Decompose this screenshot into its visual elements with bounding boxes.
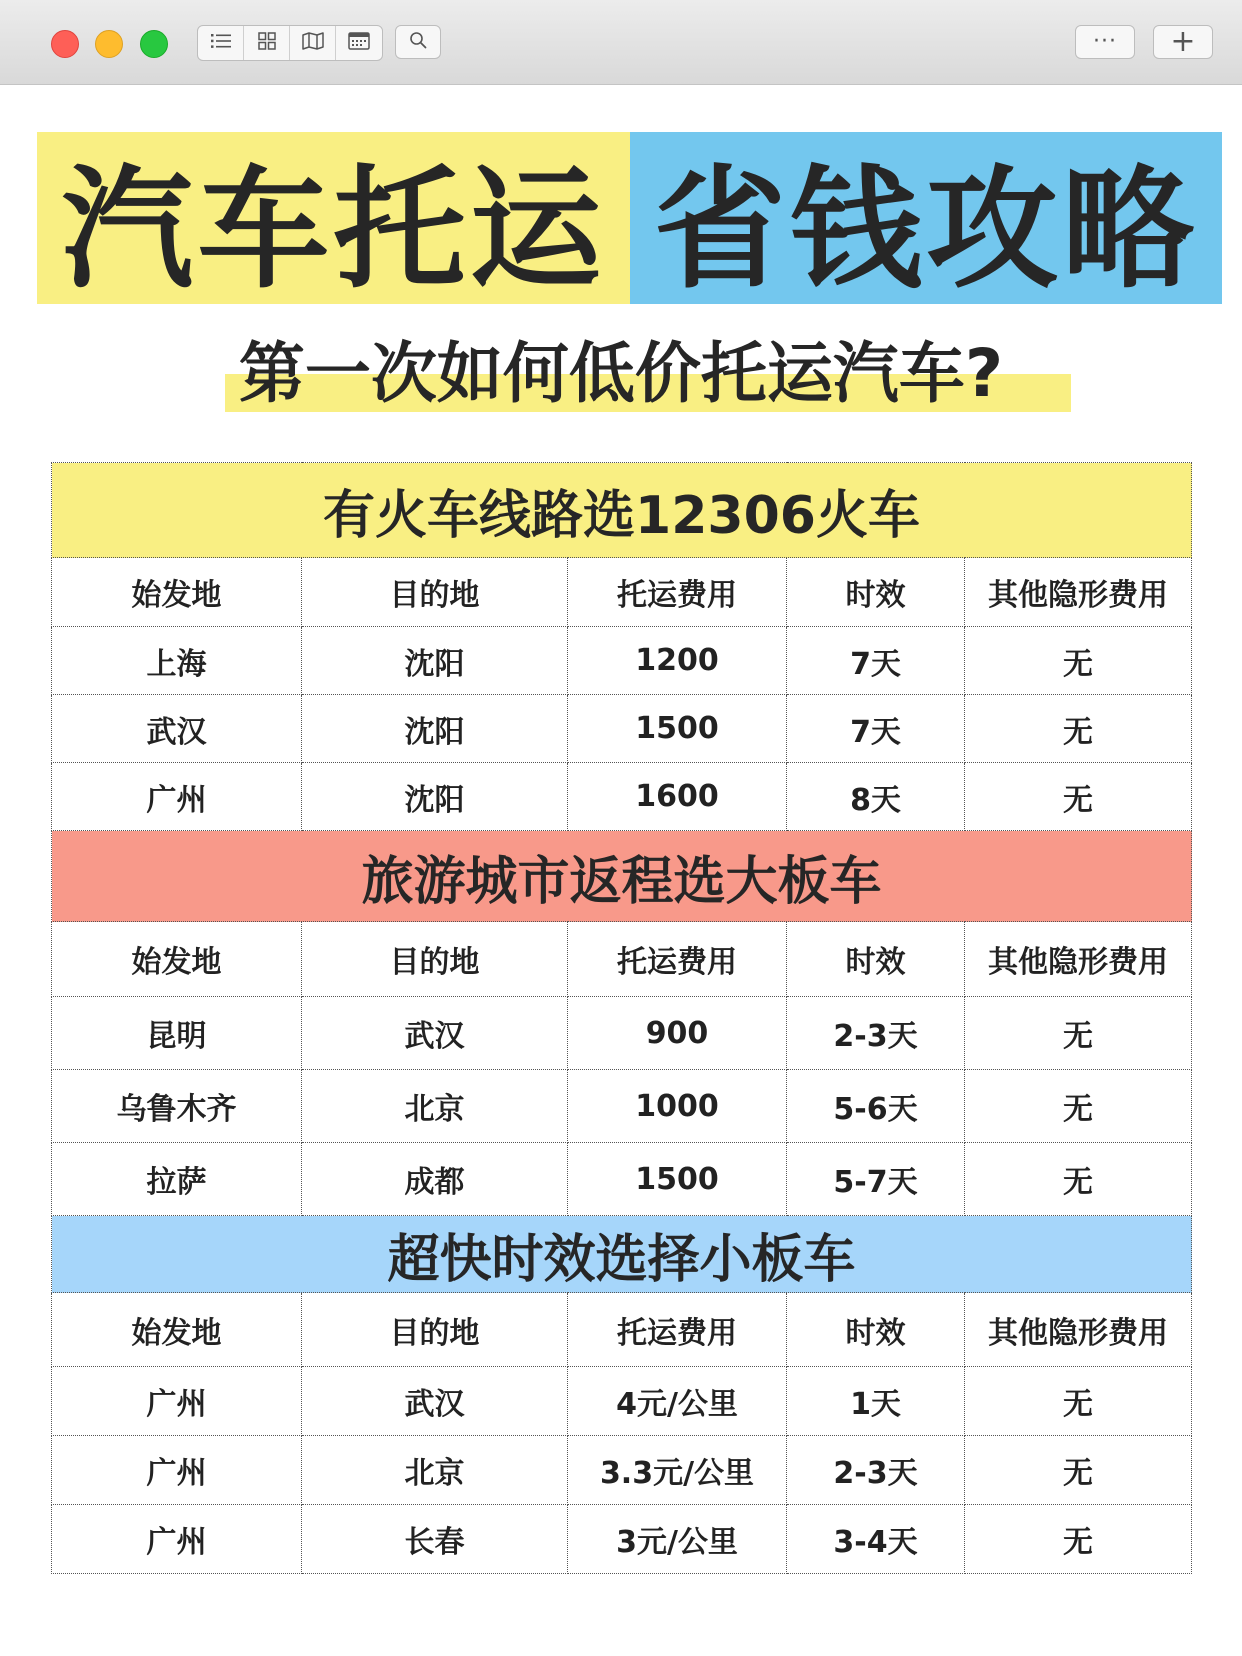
origin-cell: 昆明	[52, 997, 302, 1070]
destination-cell: 北京	[302, 1436, 568, 1505]
duration-cell: 1天	[787, 1367, 965, 1436]
column-header: 始发地	[52, 558, 302, 627]
subtitle: 第一次如何低价托运汽车?	[238, 335, 1004, 412]
column-header-row	[52, 1293, 1192, 1367]
table-row	[52, 1070, 1192, 1143]
column-header: 始发地	[52, 922, 302, 997]
column-header: 其他隐形费用	[965, 1293, 1192, 1367]
column-header: 时效	[787, 558, 965, 627]
table-row	[52, 695, 1192, 763]
destination-cell: 沈阳	[302, 627, 568, 695]
section-title: 超快时效选择小板车	[52, 1216, 1192, 1293]
table-row	[52, 627, 1192, 695]
calendar-view-button[interactable]	[336, 26, 382, 60]
column-header: 目的地	[302, 1293, 568, 1367]
hidden-fee-cell: 无	[965, 1505, 1192, 1574]
zoom-window-button[interactable]	[140, 30, 168, 58]
fee-cell: 900	[568, 997, 787, 1070]
column-header-row	[52, 922, 1192, 997]
fee-cell: 3元/公里	[568, 1505, 787, 1574]
hidden-fee-cell: 无	[965, 1070, 1192, 1143]
column-header: 其他隐形费用	[965, 922, 1192, 997]
fee-cell: 1500	[568, 1143, 787, 1216]
close-window-button[interactable]	[51, 30, 79, 58]
column-header: 时效	[787, 1293, 965, 1367]
hidden-fee-cell: 无	[965, 1367, 1192, 1436]
column-header: 始发地	[52, 1293, 302, 1367]
minimize-window-button[interactable]	[95, 30, 123, 58]
fee-cell: 1500	[568, 695, 787, 763]
column-header-row	[52, 558, 1192, 627]
search-button[interactable]	[395, 25, 441, 59]
column-header: 目的地	[302, 558, 568, 627]
origin-cell: 广州	[52, 1505, 302, 1574]
table-row	[52, 1143, 1192, 1216]
hidden-fee-cell: 无	[965, 1143, 1192, 1216]
hidden-fee-cell: 无	[965, 1436, 1192, 1505]
destination-cell: 武汉	[302, 997, 568, 1070]
plus-icon: +	[1170, 24, 1196, 59]
grid-view-button[interactable]	[244, 26, 290, 60]
destination-cell: 沈阳	[302, 695, 568, 763]
duration-cell: 2-3天	[787, 997, 965, 1070]
hidden-fee-cell: 无	[965, 997, 1192, 1070]
destination-cell: 成都	[302, 1143, 568, 1216]
column-header: 其他隐形费用	[965, 558, 1192, 627]
duration-cell: 7天	[787, 627, 965, 695]
section-title: 旅游城市返程选大板车	[52, 831, 1192, 922]
map-icon	[302, 32, 324, 54]
origin-cell: 武汉	[52, 695, 302, 763]
fee-cell: 1200	[568, 627, 787, 695]
column-header: 托运费用	[568, 1293, 787, 1367]
table-row	[52, 1505, 1192, 1574]
duration-cell: 7天	[787, 695, 965, 763]
headline-left: 汽车托运	[37, 132, 630, 304]
pricing-table	[51, 462, 1192, 1574]
origin-cell: 拉萨	[52, 1143, 302, 1216]
grid-view-icon	[258, 32, 276, 54]
column-header: 目的地	[302, 922, 568, 997]
origin-cell: 广州	[52, 1436, 302, 1505]
hidden-fee-cell: 无	[965, 763, 1192, 831]
table-row	[52, 997, 1192, 1070]
destination-cell: 武汉	[302, 1367, 568, 1436]
hidden-fee-cell: 无	[965, 695, 1192, 763]
section-header-small-truck	[52, 1216, 1192, 1293]
map-view-button[interactable]	[290, 26, 336, 60]
destination-cell: 长春	[302, 1505, 568, 1574]
more-icon: ···	[1093, 29, 1117, 54]
duration-cell: 5-7天	[787, 1143, 965, 1216]
column-header: 时效	[787, 922, 965, 997]
fee-cell: 4元/公里	[568, 1367, 787, 1436]
section-title: 有火车线路选12306火车	[52, 463, 1192, 558]
duration-cell: 5-6天	[787, 1070, 965, 1143]
table-row	[52, 1367, 1192, 1436]
list-view-icon	[211, 33, 231, 53]
add-button[interactable]	[1153, 25, 1213, 59]
origin-cell: 广州	[52, 763, 302, 831]
fee-cell: 1000	[568, 1070, 787, 1143]
section-header-flatbed	[52, 831, 1192, 922]
table-row	[52, 1436, 1192, 1505]
column-header: 托运费用	[568, 558, 787, 627]
search-icon	[409, 31, 427, 53]
column-header: 托运费用	[568, 922, 787, 997]
fee-cell: 1600	[568, 763, 787, 831]
more-button[interactable]	[1075, 25, 1135, 59]
origin-cell: 乌鲁木齐	[52, 1070, 302, 1143]
origin-cell: 上海	[52, 627, 302, 695]
list-view-button[interactable]	[198, 26, 244, 60]
table-row	[52, 763, 1192, 831]
duration-cell: 2-3天	[787, 1436, 965, 1505]
headline-right: 省钱攻略	[630, 132, 1222, 304]
section-header-train	[52, 463, 1192, 558]
destination-cell: 北京	[302, 1070, 568, 1143]
destination-cell: 沈阳	[302, 763, 568, 831]
window-titlebar	[0, 0, 1242, 85]
fee-cell: 3.3元/公里	[568, 1436, 787, 1505]
calendar-icon	[348, 32, 370, 54]
hidden-fee-cell: 无	[965, 627, 1192, 695]
view-toolbar-group	[197, 25, 383, 61]
duration-cell: 3-4天	[787, 1505, 965, 1574]
duration-cell: 8天	[787, 763, 965, 831]
origin-cell: 广州	[52, 1367, 302, 1436]
subtitle-container	[0, 334, 1242, 414]
